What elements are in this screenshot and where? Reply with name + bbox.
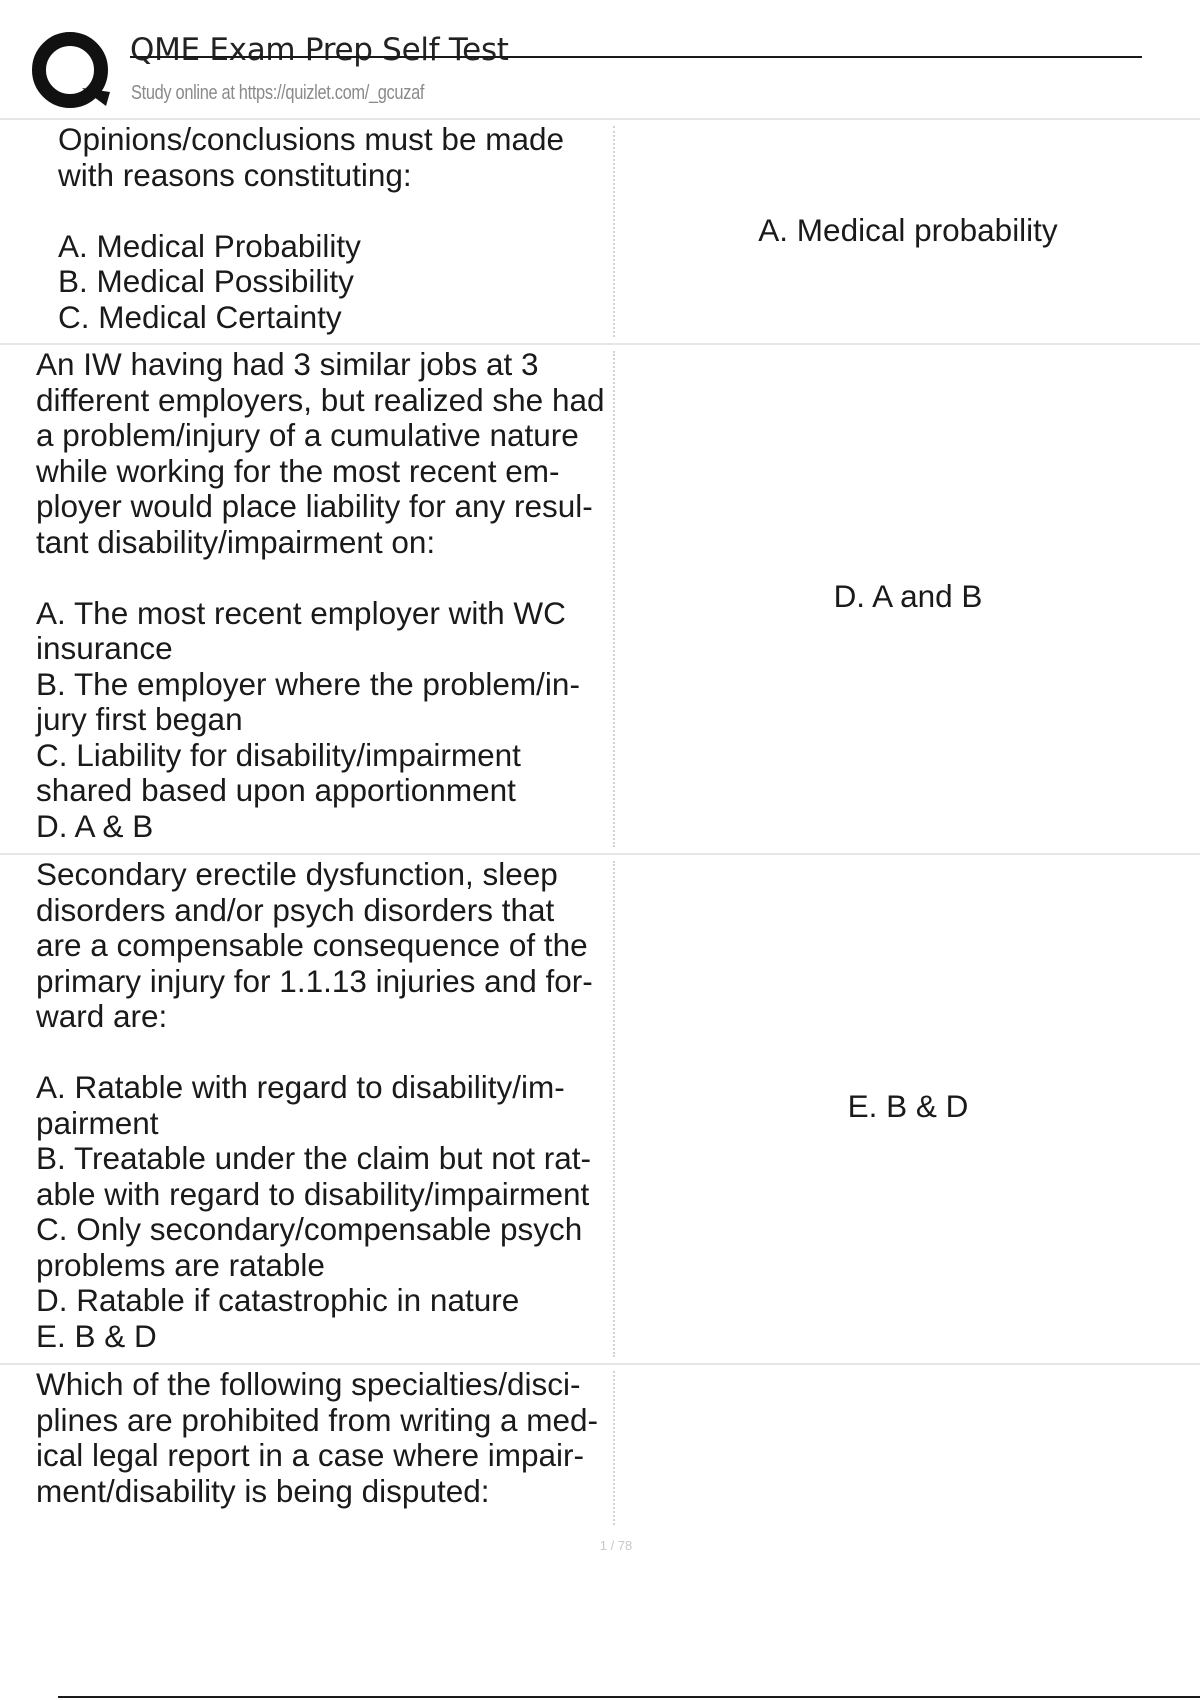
- quizlet-logo-icon: [30, 30, 112, 112]
- column-divider: [613, 861, 615, 1357]
- card-term: Which of the following specialties/disci- plines are prohibited from writing a med- ical legal report in a case where impair- ment/disability is being disputed:: [36, 1366, 599, 1509]
- card-definition: E. B & D: [847, 1088, 969, 1124]
- footer-rule: [58, 1696, 1200, 1698]
- card-term: Opinions/conclusions must be made with reasons constituting: A. Medical Probability B. Medical Possibility C. Medical Certainty: [58, 121, 565, 335]
- flashcard-row: [0, 855, 1200, 1365]
- card-term: Secondary erectile dysfunction, sleep disorders and/or psych disorders that are a compensable consequence of the primary injury for 1.1.13 injuries and for- ward are: A. Ratable with regard to disability/im- pairment B. Treatable under the claim but not rat- able with regard to disability/impairment C. Only secondary/compensable psych problems are ratable D. Ratable if catastrophic in nature E. B & D: [36, 856, 593, 1354]
- title-rule: [130, 56, 1142, 58]
- column-divider: [613, 1371, 615, 1525]
- card-definition: D. A and B: [833, 578, 983, 614]
- column-divider: [613, 351, 615, 847]
- page-header: [0, 0, 1200, 120]
- card-definition: A. Medical probability: [758, 212, 1058, 248]
- flashcard-row: [0, 345, 1200, 855]
- page-number: 1 / 78: [599, 1538, 633, 1553]
- card-term: An IW having had 3 similar jobs at 3 different employers, but realized she had a problem/injury of a cumulative nature while working for the most recent em- ployer would place liability for any resul- tant disability/impairment on: A. The most recent employer with WC insurance B. The employer where the problem/in- jury first began C. Liability for disability/impairment shared based upon apportionment D. A & B: [36, 346, 605, 844]
- document-title: QME Exam Prep Self Test: [130, 32, 509, 68]
- flashcard-row: [0, 120, 1200, 345]
- flashcard-row: [0, 1365, 1200, 1655]
- document-subtitle: Study online at https://quizlet.com/_gcuzaf: [131, 82, 425, 104]
- column-divider: [613, 126, 615, 337]
